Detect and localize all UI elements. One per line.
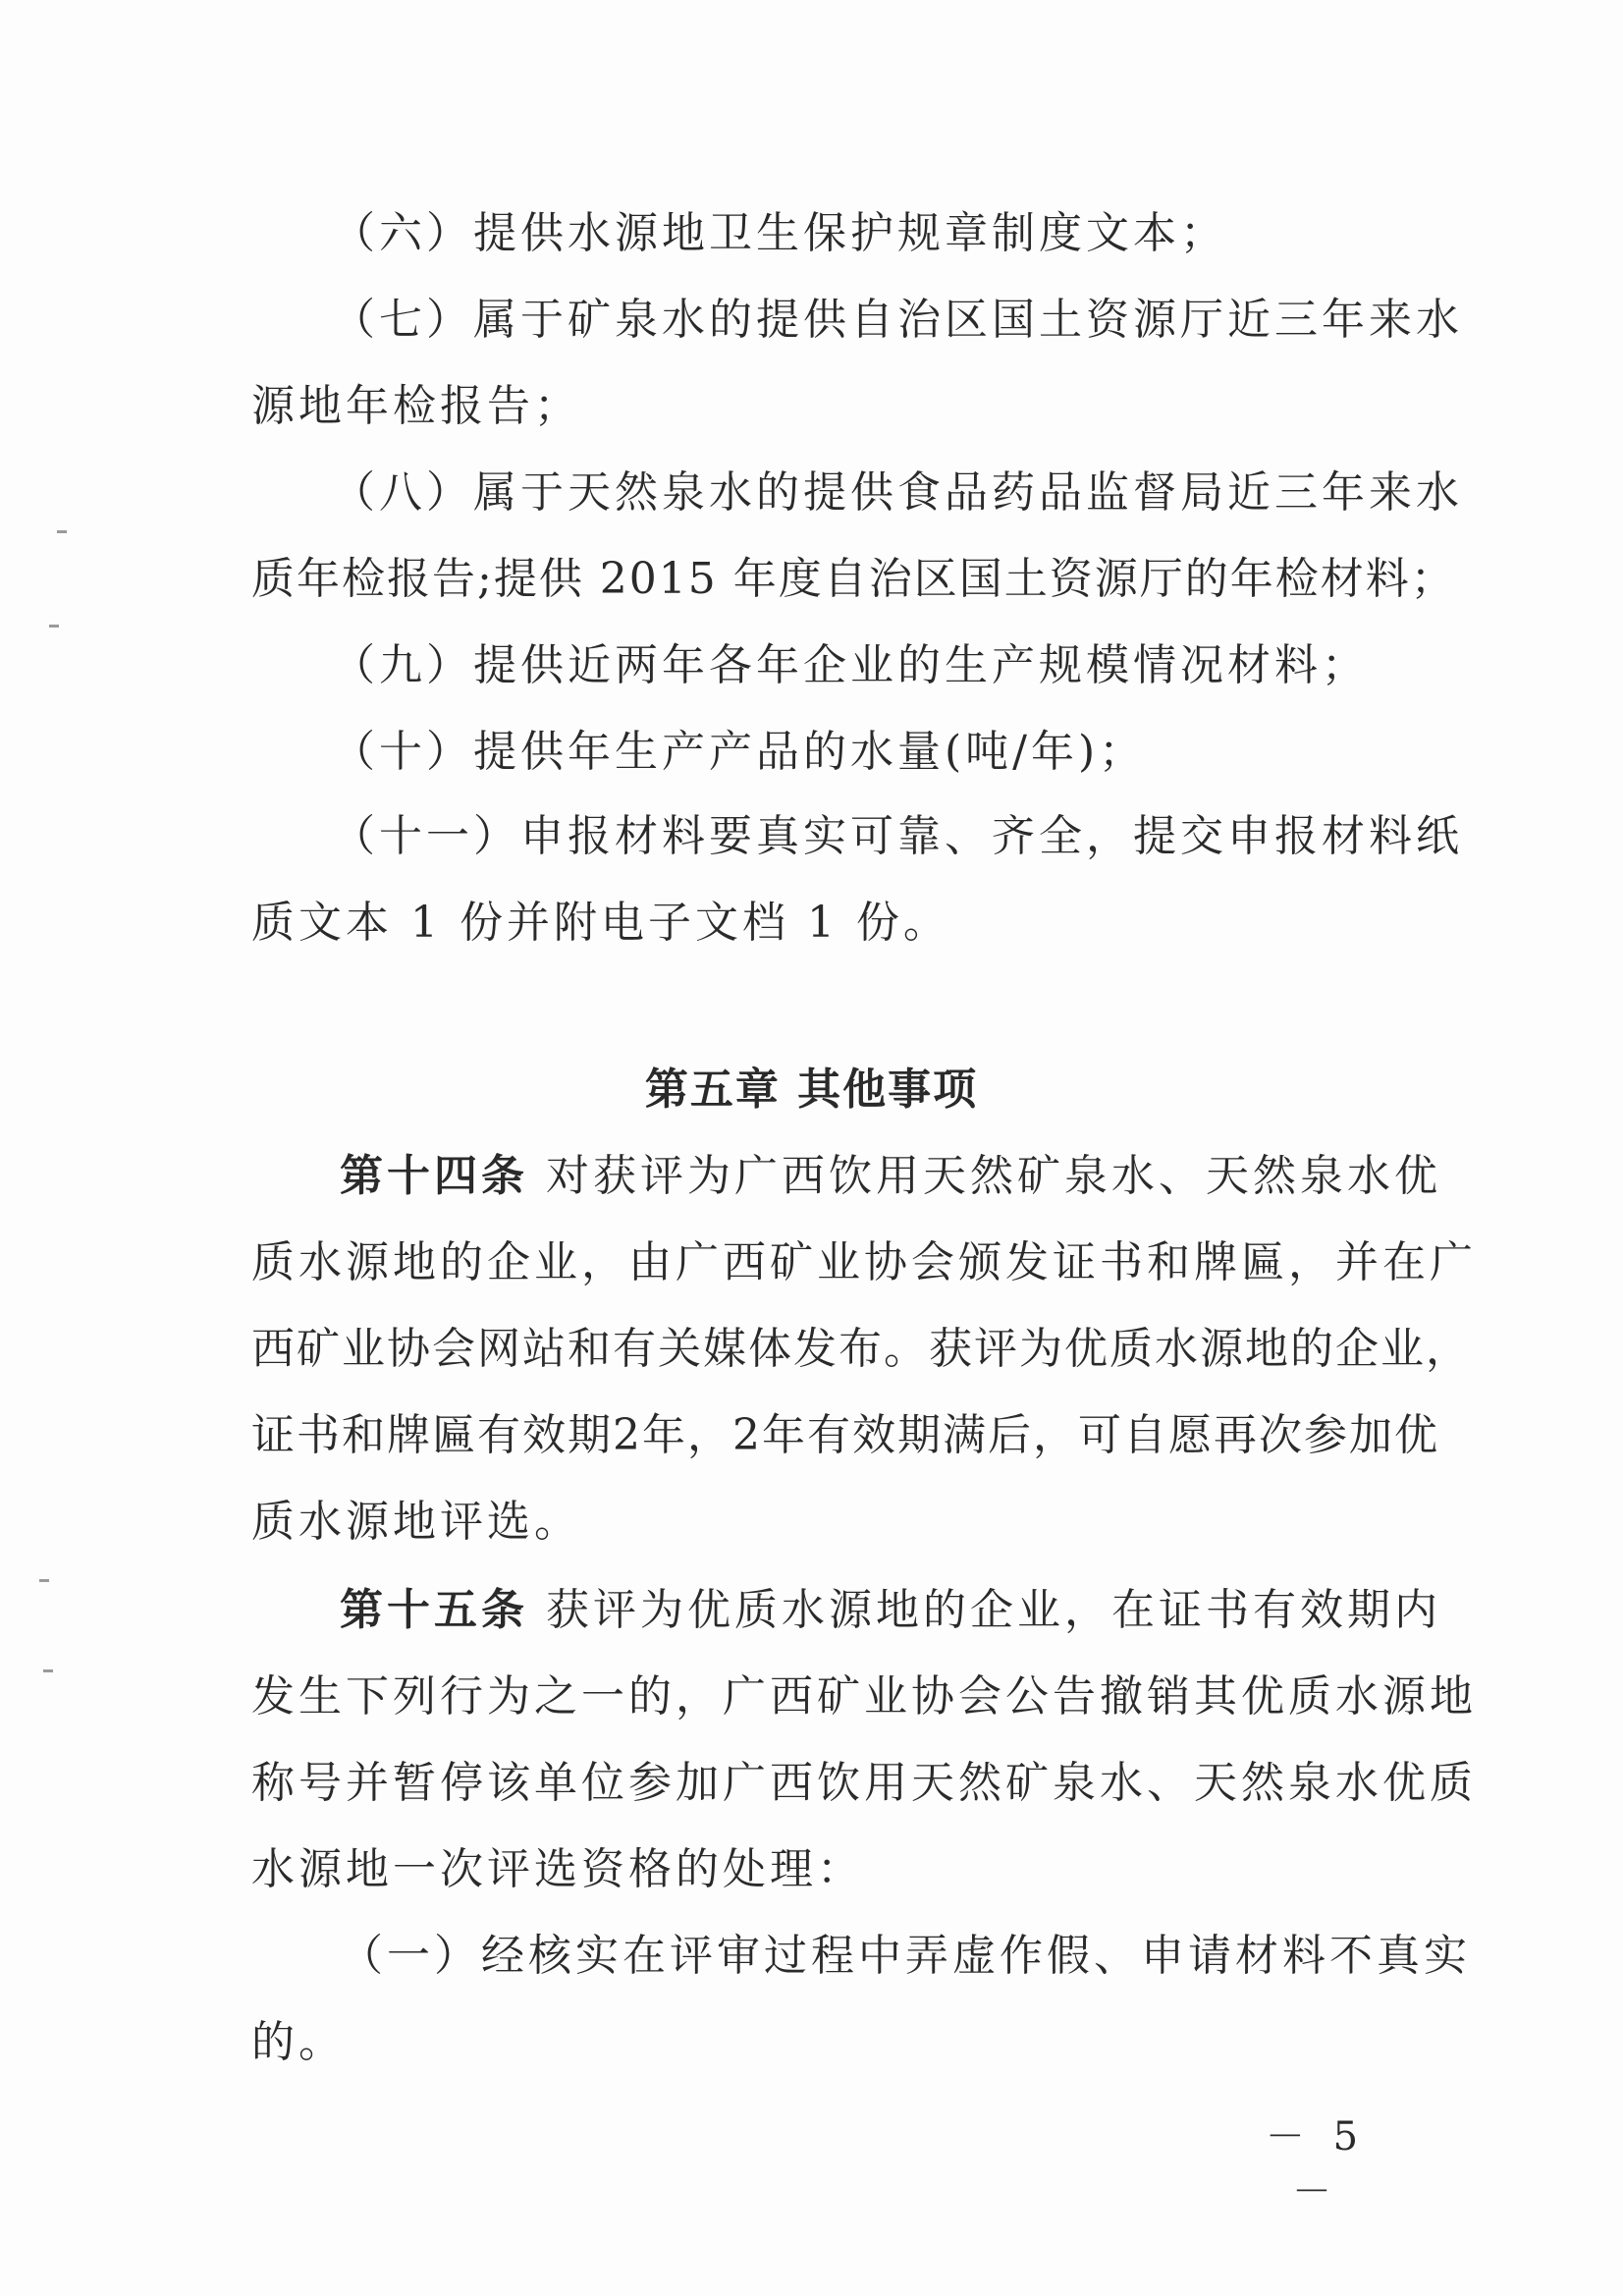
article-15-line-2: 发生下列行为之一的，广西矿业协会公告撤销其优质水源地 bbox=[251, 1671, 1477, 1722]
article-14-first-text: 对获评为广西饮用天然矿泉水、天然泉水优 bbox=[546, 1151, 1441, 1201]
article-14-line-3: 西矿业协会网站和有关媒体发布。获评为优质水源地的企业， bbox=[251, 1324, 1471, 1374]
article-15-line-3: 称号并暂停该单位参加广西饮用天然矿泉水、天然泉水优质 bbox=[251, 1758, 1477, 1808]
article-14-label: 第十四条 bbox=[340, 1151, 528, 1201]
article-15-first-text: 获评为优质水源地的企业，在证书有效期内 bbox=[546, 1585, 1441, 1635]
item-7-line-2: 源地年检报告； bbox=[251, 381, 581, 431]
item-11-line-2: 质文本 1 份并附电子文档 1 份。 bbox=[251, 898, 950, 948]
scan-speck bbox=[49, 625, 59, 628]
scan-speck bbox=[57, 530, 67, 533]
item-8-line-1: （八）属于天然泉水的提供食品药品监督局近三年来水 bbox=[332, 467, 1463, 518]
scan-speck bbox=[39, 1579, 49, 1582]
article-15-line-4: 水源地一次评选资格的处理： bbox=[251, 1844, 864, 1894]
article-15-line-1 bbox=[340, 1581, 1479, 1640]
article-14-line-5: 质水源地评选。 bbox=[251, 1497, 581, 1547]
article-14-line-2: 质水源地的企业，由广西矿业协会颁发证书和牌匾，并在广 bbox=[251, 1237, 1477, 1287]
scan-speck bbox=[43, 1669, 53, 1672]
article-15-label: 第十五条 bbox=[340, 1585, 528, 1635]
item-1-line-1: （一）经核实在评审过程中弄虚作假、申请材料不真实 bbox=[340, 1931, 1471, 1981]
item-10-line: （十）提供年生产产品的水量(吨/年)； bbox=[332, 727, 1147, 777]
item-8-line-2: 质年检报告;提供 2015 年度自治区国土资源厅的年检材料； bbox=[251, 554, 1456, 604]
article-14-line-1 bbox=[340, 1147, 1479, 1206]
page-number: － 5 － bbox=[1265, 2114, 1367, 2214]
item-1-line-2: 的。 bbox=[251, 2017, 346, 2067]
chapter-title: 第五章 其他事项 bbox=[644, 1065, 979, 1115]
article-14-line-4: 证书和牌匾有效期2年，2年有效期满后，可自愿再次参加优 bbox=[251, 1410, 1439, 1460]
item-9-line: （九）提供近两年各年企业的生产规模情况材料； bbox=[332, 640, 1369, 690]
item-7-line-1: （七）属于矿泉水的提供自治区国土资源厅近三年来水 bbox=[332, 295, 1463, 345]
item-6-line: （六）提供水源地卫生保护规章制度文本； bbox=[332, 208, 1227, 258]
item-11-line-1: （十一）申报材料要真实可靠、齐全，提交申报材料纸 bbox=[332, 811, 1463, 861]
